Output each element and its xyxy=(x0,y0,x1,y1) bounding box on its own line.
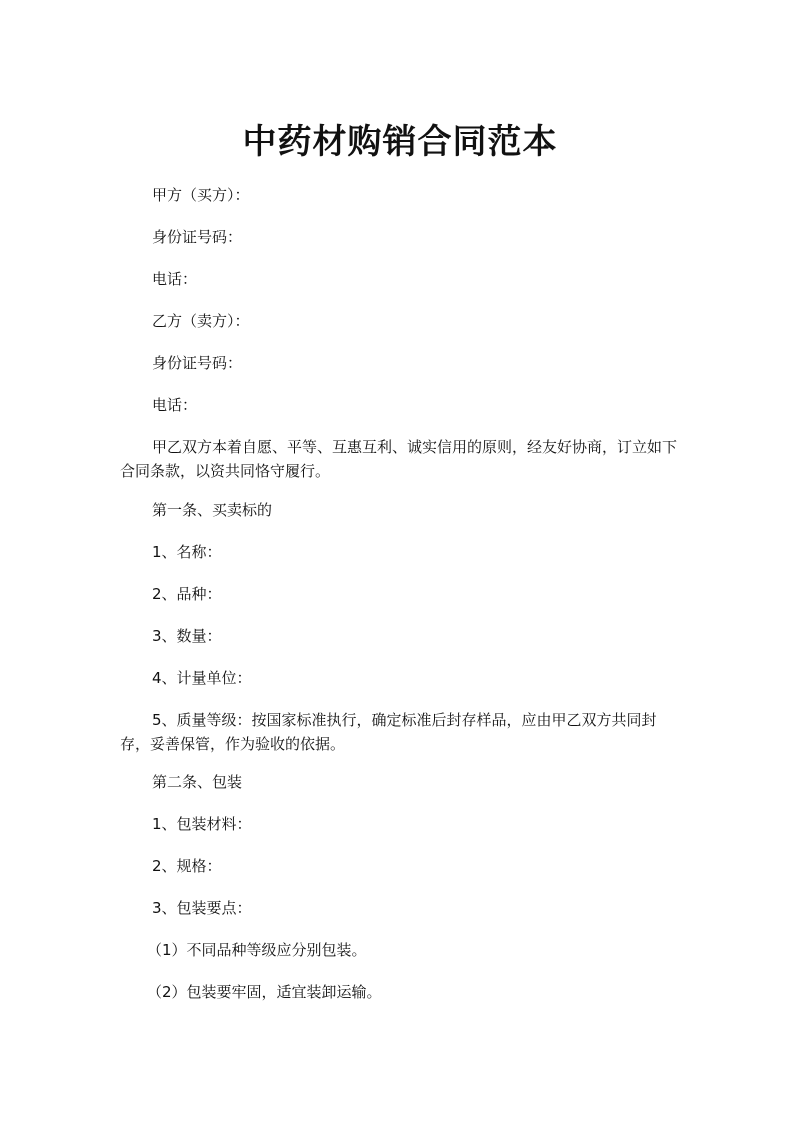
party-b-id-label: 身份证号码： xyxy=(152,354,243,372)
party-b-phone-label: 电话： xyxy=(152,396,198,414)
article-2-heading: 第二条、包装 xyxy=(152,773,243,791)
document-title: 中药材购销合同范本 xyxy=(242,122,558,162)
article-2-item-spec: 2、规格： xyxy=(152,857,222,875)
party-a-label: 甲方（买方）： xyxy=(152,186,250,204)
article-1-item-quality: 5、质量等级：按国家标准执行，确定标准后封存样品，应由甲乙双方共同封存，妥善保管，作为验收的依据。 xyxy=(120,711,657,753)
party-b-label: 乙方（卖方）： xyxy=(152,312,250,330)
article-1-item-variety: 2、品种： xyxy=(152,585,222,603)
article-1-item-quantity: 3、数量： xyxy=(152,627,222,645)
article-2-item-points: 3、包装要点： xyxy=(152,899,252,917)
article-1-item-unit: 4、计量单位： xyxy=(152,669,252,687)
article-2-item-material: 1、包装材料： xyxy=(152,815,252,833)
intro-paragraph: 甲乙双方本着自愿、平等、互惠互利、诚实信用的原则，经友好协商，订立如下合同条款，以资共同恪守履行。 xyxy=(120,438,678,480)
article-1-heading: 第一条、买卖标的 xyxy=(152,501,273,519)
party-a-id-label: 身份证号码： xyxy=(152,228,243,246)
article-2-subitem-1: （1）不同品种等级应分别包装。 xyxy=(147,941,367,959)
article-1-item-name: 1、名称： xyxy=(152,543,222,561)
article-2-subitem-2: （2）包装要牢固，适宜装卸运输。 xyxy=(147,983,382,1001)
party-a-phone-label: 电话： xyxy=(152,270,198,288)
